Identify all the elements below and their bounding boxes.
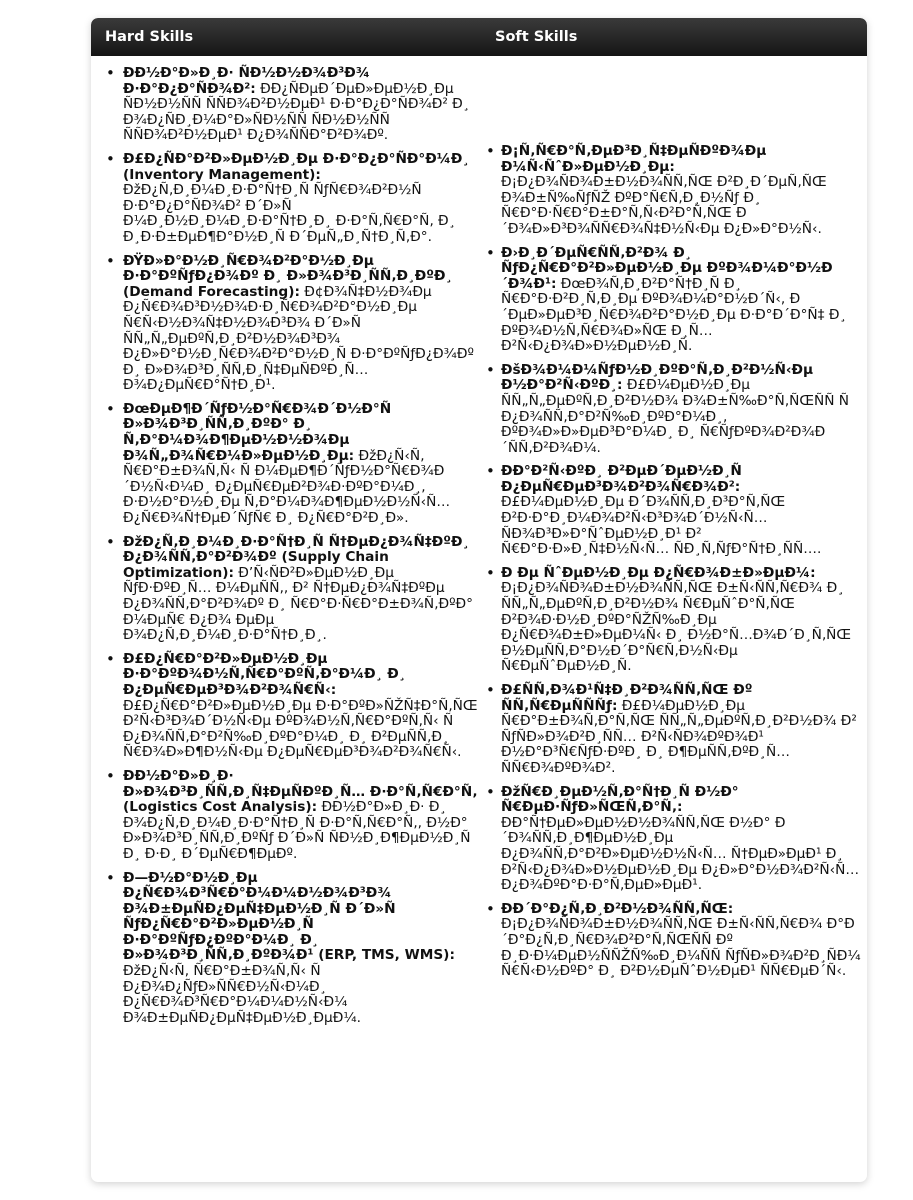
soft-skill-term: ÐšÐ¾Ð¼Ð¼ÑƒÐ½Ð¸ÐºÐ°Ñ‚Ð¸Ð²Ð½Ñ‹Ðµ Ð½Ð°Ð²Ñ‹ÐºÐ¸: [501,361,814,394]
table-header [91,18,867,56]
soft-skill-description: Ð£Ð¼ÐµÐ½Ð¸Ðµ Ð´Ð¾ÑÑ‚Ð¸Ð³Ð°Ñ‚ÑŒ Ð²Ð·Ð°Ð¸Ð¼Ð¾Ð²Ñ‹Ð³Ð¾Ð´Ð½Ñ‹Ñ… ÑÐ¾Ð³Ð»Ð°ÑˆÐµÐ½Ð¸Ð¹ Ð² Ñ€Ð°Ð·Ð»Ð¸Ñ‡Ð½Ñ‹Ñ… ÑÐ¸Ñ‚ÑƒÐ°Ñ†Ð¸ÑÑ…. [501,494,822,558]
hard-skill-term: ÐžÐ¿Ñ‚Ð¸Ð¼Ð¸Ð·Ð°Ñ†Ð¸Ñ Ñ†ÐµÐ¿Ð¾Ñ‡ÐºÐ¸ Ð¿Ð¾ÑÑ‚Ð°Ð²Ð¾Ðº (Supply Chain Optimization): [123,533,470,581]
soft-skill-term: Ð£ÑÑ‚Ð¾Ð¹Ñ‡Ð¸Ð²Ð¾ÑÑ‚ÑŒ Ðº ÑÑ‚Ñ€ÐµÑÑÑƒ: [501,682,753,714]
soft-skill-item [479,785,867,894]
soft-skill-term: Ð Ðµ ÑˆÐµÐ½Ð¸Ðµ Ð¿Ñ€Ð¾Ð±Ð»ÐµÐ¼: [501,564,816,581]
hard-skill-description: ÐžÐ¿Ñ‹Ñ‚ Ñ€Ð°Ð±Ð¾Ñ‚Ñ‹ Ñ Ð¼ÐµÐ¶Ð´ÑƒÐ½Ð°Ñ€Ð¾Ð´Ð½Ñ‹Ð¼Ð¸ Ð¿ÐµÑ€ÐµÐ²Ð¾Ð·ÐºÐ°Ð¼Ð¸, Ð·Ð½Ð°Ð½Ð¸Ðµ Ñ‚Ð°Ð¼Ð¾Ð¶ÐµÐ½Ð½Ñ‹Ñ… Ð¿Ñ€Ð¾Ñ†ÐµÐ´ÑƒÑ€ Ð¸ Ð¿Ñ€Ð°Ð²Ð¸Ð». [123,447,451,527]
soft-skill-description: ÐÐ°Ñ†ÐµÐ»ÐµÐ½Ð½Ð¾ÑÑ‚ÑŒ Ð½Ð° Ð´Ð¾ÑÑ‚Ð¸Ð¶ÐµÐ½Ð¸Ðµ Ð¿Ð¾ÑÑ‚Ð°Ð²Ð»ÐµÐ½Ð½Ñ‹Ñ… Ñ†ÐµÐ»ÐµÐ¹ Ð¸ Ð²Ñ‹Ð¿Ð¾Ð»Ð½ÐµÐ½Ð¸Ðµ Ð¿Ð»Ð°Ð½Ð¾Ð²Ñ‹Ñ… Ð¿Ð¾ÐºÐ°Ð·Ð°Ñ‚ÐµÐ»ÐµÐ¹. [501,814,860,894]
hard-skill-item [91,66,479,144]
hard-skill-term: Ð—Ð½Ð°Ð½Ð¸Ðµ Ð¿Ñ€Ð¾Ð³Ñ€Ð°Ð¼Ð¼Ð½Ð¾Ð³Ð¾ Ð¾Ð±ÐµÑÐ¿ÐµÑ‡ÐµÐ½Ð¸Ñ Ð´Ð»Ñ ÑƒÐ¿Ñ€Ð°Ð²Ð»ÐµÐ½Ð¸Ñ Ð·Ð°ÐºÑƒÐ¿ÐºÐ°Ð¼Ð¸ Ð¸ Ð»Ð¾Ð³Ð¸ÑÑ‚Ð¸ÐºÐ¾Ð¹ (ERP, TMS, WMS): [123,869,455,964]
hard-skill-description: ÐÐ¿ÑÐµÐ´ÐµÐ»ÐµÐ½Ð¸Ðµ ÑÐ½Ð½ÑÑ ÑÑÐ¾Ð²Ð½ÐµÐ¹ Ð·Ð°Ð¿Ð°ÑÐ¾Ð² Ð¸ Ð¾Ð¿ÑÐ¸Ð¼Ð°Ð»ÑÐ½ÑÑ ÑÐ½Ð½ÑÑ ÑÑÐ¾Ð²Ð½ÐµÐ¹ Ð¿Ð¾ÑÑÐ°Ð²Ð¾Ðº. [123,80,470,144]
hard-skill-term: ÐŸÐ»Ð°Ð½Ð¸Ñ€Ð¾Ð²Ð°Ð½Ð¸Ðµ Ð·Ð°ÐºÑƒÐ¿Ð¾Ðº Ð¸ Ð»Ð¾Ð³Ð¸ÑÑ‚Ð¸ÐºÐ¸ (Demand Forecasting): [123,252,453,300]
soft-skill-term: Ð¡Ñ‚Ñ€Ð°Ñ‚ÐµÐ³Ð¸Ñ‡ÐµÑÐºÐ¾Ðµ Ð¼Ñ‹ÑˆÐ»ÐµÐ½Ð¸Ðµ: [501,143,767,175]
hard-skill-item [91,254,479,394]
soft-skill-item [479,464,867,558]
soft-skill-description: Ð£Ð¼ÐµÐ½Ð¸Ðµ ÑÑ„Ñ„ÐµÐºÑ‚Ð¸Ð²Ð½Ð¾ Ð¾Ð±Ñ‰Ð°Ñ‚ÑŒÑÑ Ñ Ð¿Ð¾ÑÑ‚Ð°Ð²Ñ‰Ð¸ÐºÐ°Ð¼Ð¸, ÐºÐ¾Ð»Ð»ÐµÐ³Ð°Ð¼Ð¸ Ð¸ Ñ€ÑƒÐºÐ¾Ð²Ð¾Ð´ÑÑ‚Ð²Ð¾Ð¼. [501,377,850,456]
soft-skill-description: Ð¡Ð¿Ð¾ÑÐ¾Ð±Ð½Ð¾ÑÑ‚ÑŒ Ð²Ð¸Ð´ÐµÑ‚ÑŒ Ð¾Ð±Ñ‰ÑƒÑŽ ÐºÐ°Ñ€Ñ‚Ð¸Ð½Ñƒ Ð¸ Ñ€Ð°Ð·Ñ€Ð°Ð±Ð°Ñ‚Ñ‹Ð²Ð°Ñ‚ÑŒ Ð´Ð¾Ð»Ð³Ð¾ÑÑ€Ð¾Ñ‡Ð½Ñ‹Ðµ Ð¿Ð»Ð°Ð½Ñ‹. [501,174,827,237]
soft-skill-term: Ð›Ð¸Ð´ÐµÑ€ÑÑ‚Ð²Ð¾ Ð¸ ÑƒÐ¿Ñ€Ð°Ð²Ð»ÐµÐ½Ð¸Ðµ ÐºÐ¾Ð¼Ð°Ð½Ð´Ð¾Ð¹: [501,244,833,292]
hard-skills-list [91,66,479,1026]
soft-skill-description: ÐœÐ¾Ñ‚Ð¸Ð²Ð°Ñ†Ð¸Ñ Ð¸ Ñ€Ð°Ð·Ð²Ð¸Ñ‚Ð¸Ðµ ÐºÐ¾Ð¼Ð°Ð½Ð´Ñ‹, Ð´ÐµÐ»ÐµÐ³Ð¸Ñ€Ð¾Ð²Ð°Ð½Ð¸Ðµ Ð·Ð°Ð´Ð°Ñ‡ Ð¸ ÐºÐ¾Ð½Ñ‚Ñ€Ð¾Ð»ÑŒ Ð¸Ñ… Ð²Ñ‹Ð¿Ð¾Ð»Ð½ÐµÐ½Ð¸Ñ. [501,275,847,355]
soft-skill-item [479,683,867,777]
soft-skill-term: ÐÐ°Ð²Ñ‹ÐºÐ¸ Ð²ÐµÐ´ÐµÐ½Ð¸Ñ Ð¿ÐµÑ€ÐµÐ³Ð¾Ð²Ð¾Ñ€Ð¾Ð²: [501,463,742,495]
soft-skill-description: Ð£Ð¼ÐµÐ½Ð¸Ðµ Ñ€Ð°Ð±Ð¾Ñ‚Ð°Ñ‚ÑŒ ÑÑ„Ñ„ÐµÐºÑ‚Ð¸Ð²Ð½Ð¾ Ð² ÑƒÑÐ»Ð¾Ð²Ð¸ÑÑ… Ð²Ñ‹ÑÐ¾ÐºÐ¾Ð¹ Ð½Ð°Ð³Ñ€ÑƒÐ·ÐºÐ¸ Ð¸ Ð¶ÐµÑÑ‚ÐºÐ¸Ñ… ÑÑ€Ð¾ÐºÐ¾Ð². [501,697,857,776]
skills-table [91,18,867,1182]
soft-skill-item [479,246,867,355]
soft-skill-item [479,363,867,457]
soft-skills-heading: Soft Skills [495,29,578,45]
hard-skill-term: Ð£Ð¿ÑÐ°Ð²Ð»ÐµÐ½Ð¸Ðµ Ð·Ð°Ð¿Ð°ÑÐ°Ð¼Ð¸ (Inventory Management): [123,150,470,183]
hard-skills-column [91,56,479,1034]
soft-skill-item [479,144,867,238]
hard-skill-term: ÐœÐµÐ¶Ð´ÑƒÐ½Ð°Ñ€Ð¾Ð´Ð½Ð°Ñ Ð»Ð¾Ð³Ð¸ÑÑ‚Ð¸ÐºÐ° Ð¸ Ñ‚Ð°Ð¼Ð¾Ð¶ÐµÐ½Ð½Ð¾Ðµ Ð¾Ñ„Ð¾Ñ€Ð¼Ð»ÐµÐ½Ð¸Ðµ: [123,400,392,464]
soft-skill-term: ÐžÑ€Ð¸ÐµÐ½Ñ‚Ð°Ñ†Ð¸Ñ Ð½Ð° Ñ€ÐµÐ·ÑƒÐ»ÑŒÑ‚Ð°Ñ‚: [501,783,739,816]
soft-skill-item [479,566,867,675]
hard-skill-item [91,652,479,761]
hard-skill-item [91,402,479,527]
hard-skill-description: Ð’Ñ‹ÑÐ²Ð»ÐµÐ½Ð¸Ðµ ÑƒÐ·ÐºÐ¸Ñ… Ð¼ÐµÑÑ‚, Ð² Ñ†ÐµÐ¿Ð¾Ñ‡ÐºÐµ Ð¿Ð¾ÑÑ‚Ð°Ð²Ð¾Ðº Ð¸ Ñ€Ð°Ð·Ñ€Ð°Ð±Ð¾Ñ‚ÐºÐ° Ð¼ÐµÑ€ Ð¿Ð¾ ÐµÐµ Ð¾Ð¿Ñ‚Ð¸Ð¼Ð¸Ð·Ð°Ñ†Ð¸Ð¸. [123,564,473,644]
hard-skill-item [91,535,479,644]
hard-skill-description: ÐžÐ¿Ñ‹Ñ‚ Ñ€Ð°Ð±Ð¾Ñ‚Ñ‹ Ñ Ð¿Ð¾Ð¿ÑƒÐ»ÑÑ€Ð½Ñ‹Ð¼Ð¸ Ð¿Ñ€Ð¾Ð³Ñ€Ð°Ð¼Ð¼Ð½Ñ‹Ð¼ Ð¾Ð±ÐµÑÐ¿ÐµÑ‡ÐµÐ½Ð¸ÐµÐ¼. [123,963,361,1026]
hard-skill-description: ÐžÐ¿Ñ‚Ð¸Ð¼Ð¸Ð·Ð°Ñ†Ð¸Ñ ÑƒÑ€Ð¾Ð²Ð½Ñ Ð·Ð°Ð¿Ð°ÑÐ¾Ð² Ð´Ð»Ñ Ð¼Ð¸Ð½Ð¸Ð¼Ð¸Ð·Ð°Ñ†Ð¸Ð¸ Ð·Ð°Ñ‚Ñ€Ð°Ñ‚ Ð¸ Ð¸Ð·Ð±ÐµÐ¶Ð°Ð½Ð¸Ñ Ð´ÐµÑ„Ð¸Ñ†Ð¸Ñ‚Ð°. [123,182,456,245]
hard-skill-description: Ð£Ð¿Ñ€Ð°Ð²Ð»ÐµÐ½Ð¸Ðµ Ð·Ð°ÐºÐ»ÑŽÑ‡Ð°Ñ‚ÑŒ Ð²Ñ‹Ð³Ð¾Ð´Ð½Ñ‹Ðµ ÐºÐ¾Ð½Ñ‚Ñ€Ð°ÐºÑ‚Ñ‹ Ñ Ð¿Ð¾ÑÑ‚Ð°Ð²Ñ‰Ð¸ÐºÐ°Ð¼Ð¸ Ð¸ Ð²ÐµÑÑ‚Ð¸ Ñ€Ð¾Ð»Ð¶Ð½Ñ‹Ðµ Ð¿ÐµÑ€ÐµÐ³Ð¾Ð²Ð¾Ñ€Ñ‹. [123,697,478,761]
hard-skill-description: Ð¢Ð¾Ñ‡Ð½Ð¾Ðµ Ð¿Ñ€Ð¾Ð³Ð½Ð¾Ð·Ð¸Ñ€Ð¾Ð²Ð°Ð½Ð¸Ðµ Ñ€Ñ‹Ð½Ð¾Ñ‡Ð½Ð¾Ð³Ð¾ Ð´Ð»Ñ ÑÑ„Ñ„ÐµÐºÑ‚Ð¸Ð²Ð½Ð¾Ð³Ð¾ Ð¿Ð»Ð°Ð½Ð¸Ñ€Ð¾Ð²Ð°Ð½Ð¸Ñ Ð·Ð°ÐºÑƒÐ¿Ð¾Ðº Ð¸ Ð»Ð¾Ð³Ð¸ÑÑ‚Ð¸Ñ‡ÐµÑÐºÐ¸Ñ… Ð¾Ð¿ÐµÑ€Ð°Ñ†Ð¸Ð¹. [123,283,474,394]
hard-skill-item [91,871,479,1027]
soft-skill-term: ÐÐ´Ð°Ð¿Ñ‚Ð¸Ð²Ð½Ð¾ÑÑ‚ÑŒ: [501,900,734,917]
soft-skills-list [479,144,867,980]
soft-skill-description: Ð¡Ð¿Ð¾ÑÐ¾Ð±Ð½Ð¾ÑÑ‚ÑŒ Ð±Ñ‹ÑÑ‚Ñ€Ð¾ Ð¸ ÑÑ„Ñ„ÐµÐºÑ‚Ð¸Ð²Ð½Ð¾ Ñ€ÐµÑˆÐ°Ñ‚ÑŒ Ð²Ð¾Ð·Ð½Ð¸ÐºÐ°ÑŽÑ‰Ð¸Ðµ Ð¿Ñ€Ð¾Ð±Ð»ÐµÐ¼Ñ‹ Ð¸ Ð½Ð°Ñ…Ð¾Ð´Ð¸Ñ‚ÑŒ Ð½ÐµÑÑ‚Ð°Ð½Ð´Ð°Ñ€Ñ‚Ð½Ñ‹Ðµ Ñ€ÐµÑˆÐµÐ½Ð¸Ñ. [501,580,852,675]
hard-skill-item [91,769,479,863]
hard-skills-heading: Hard Skills [105,29,194,45]
soft-skills-column [479,56,867,1034]
hard-skill-term: ÐÐ½Ð°Ð»Ð¸Ð· ÑÐ½Ð½Ð¾Ð³Ð¾ Ð·Ð°Ð¿Ð°ÑÐ¾Ð²: [123,65,370,97]
hard-skill-term: ÐÐ½Ð°Ð»Ð¸Ð· Ð»Ð¾Ð³Ð¸ÑÑ‚Ð¸Ñ‡ÐµÑÐºÐ¸Ñ… Ð·Ð°Ñ‚Ñ€Ð°Ñ‚ (Logistics Cost Analysis): [123,767,478,816]
hard-skill-item [91,152,479,246]
hard-skill-description: ÐÐ½Ð°Ð»Ð¸Ð· Ð¸ Ð¾Ð¿Ñ‚Ð¸Ð¼Ð¸Ð·Ð°Ñ†Ð¸Ñ Ð·Ð°Ñ‚Ñ€Ð°Ñ‚, Ð½Ð° Ð»Ð¾Ð³Ð¸ÑÑ‚Ð¸ÐºÑƒ Ð´Ð»Ñ ÑÐ½Ð¸Ð¶ÐµÐ½Ð¸Ñ Ð¸ Ð·Ð¸ Ð´ÐµÑ€Ð¶ÐµÐº. [123,799,471,862]
hard-skill-term: Ð£Ð¿Ñ€Ð°Ð²Ð»ÐµÐ½Ð¸Ðµ Ð·Ð°ÐºÐ¾Ð½Ñ‚Ñ€Ð°ÐºÑ‚Ð°Ð¼Ð¸ Ð¸ Ð¿ÐµÑ€ÐµÐ³Ð¾Ð²Ð¾Ñ€Ñ‹: [123,650,406,698]
table-body [91,56,867,1034]
soft-skill-item [479,902,867,980]
soft-skill-description: Ð¡Ð¿Ð¾ÑÐ¾Ð±Ð½Ð¾ÑÑ‚ÑŒ Ð±Ñ‹ÑÑ‚Ñ€Ð¾ Ð°Ð´Ð°Ð¿Ñ‚Ð¸Ñ€Ð¾Ð²Ð°Ñ‚ÑŒÑÑ Ðº Ð¸Ð·Ð¼ÐµÐ½ÑÑŽÑ‰Ð¸Ð¼ÑÑ ÑƒÑÐ»Ð¾Ð²Ð¸ÑÐ¼ Ñ€Ñ‹Ð½ÐºÐ° Ð¸ Ð²Ð½ÐµÑˆÐ½ÐµÐ¹ ÑÑ€ÐµÐ´Ñ‹. [501,916,861,980]
